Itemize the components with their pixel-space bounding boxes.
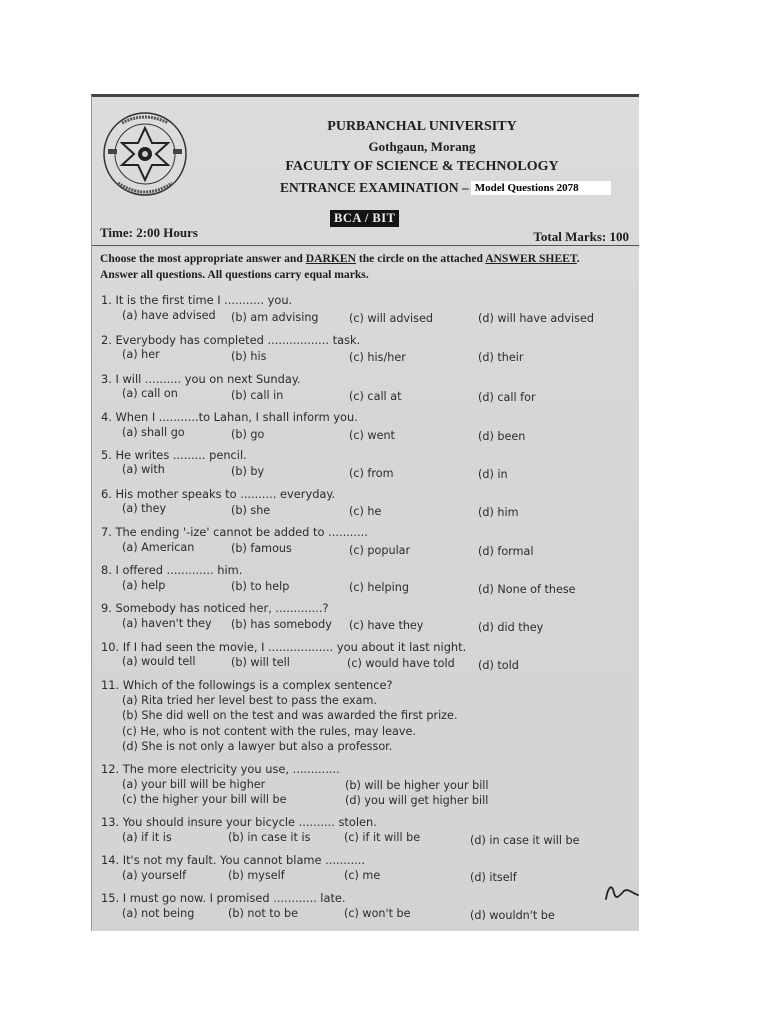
option-text: (c) popular <box>349 544 411 557</box>
option-text: (c) helping <box>349 581 409 594</box>
university-name: PURBANCHAL UNIVERSITY <box>327 119 517 134</box>
question-text: 6. His mother speaks to .......... everyday. <box>101 487 336 501</box>
option-text: (d) call for <box>478 391 536 404</box>
question-text: 2. Everybody has completed ................. task. <box>101 333 361 347</box>
option-text: (b) myself <box>228 869 285 882</box>
question-text: 14. It's not my fault. You cannot blame ........... <box>101 853 365 867</box>
university-seal-icon <box>102 111 188 197</box>
question-text: 12. The more electricity you use, ............. <box>101 762 340 776</box>
instruction-line-2: Answer all questions. All questions carry equal marks. <box>100 268 369 281</box>
option-text: (b) his <box>231 350 267 363</box>
option-text: (a) American <box>122 541 195 554</box>
instruction-text: . <box>576 252 580 265</box>
option-text: (c) the higher your bill will be <box>122 793 287 806</box>
option-text: (a) they <box>122 502 167 515</box>
option-text: (a) your bill will be higher <box>122 778 266 791</box>
university-location: Gothgaun, Morang <box>368 139 476 154</box>
option-text: (b) by <box>231 465 265 478</box>
option-text: (d) wouldn't be <box>470 909 555 922</box>
option-text: (c) me <box>344 869 381 882</box>
option-text: (b) will be higher your bill <box>345 779 489 792</box>
option-text: (b) not to be <box>228 907 299 920</box>
option-text: (c) He, who is not content with the rules, may leave. <box>122 725 416 738</box>
instruction-darken: DARKEN <box>305 252 356 265</box>
option-text: (c) would have told <box>347 657 455 670</box>
option-text: (d) None of these <box>478 583 576 596</box>
instruction-text: the circle on the attached <box>355 252 486 265</box>
option-text: (b) go <box>231 428 265 441</box>
question-text: 1. It is the first time I ........... you. <box>101 293 293 307</box>
option-text: (b) famous <box>231 542 292 555</box>
exam-paper <box>91 94 639 931</box>
question-text: 8. I offered ............. him. <box>101 563 243 577</box>
question-text: 3. I will .......... you on next Sunday. <box>101 372 301 386</box>
handwritten-mark-icon <box>602 877 639 907</box>
option-text: (b) she <box>231 504 271 517</box>
option-text: (a) yourself <box>122 869 187 882</box>
option-text: (a) not being <box>122 907 195 920</box>
option-text: (a) Rita tried her level best to pass the exam. <box>122 694 377 707</box>
option-text: (d) formal <box>478 545 534 558</box>
option-text: (d) She is not only a lawyer but also a professor. <box>122 740 393 753</box>
instruction-line-1 <box>100 251 639 267</box>
program-badge: BCA / BIT <box>330 210 399 227</box>
option-text: (a) help <box>122 579 166 592</box>
option-text: (c) will advised <box>349 312 433 325</box>
option-text: (c) call at <box>349 390 402 403</box>
instruction-answer-sheet: ANSWER SHEET <box>485 252 577 265</box>
option-text: (a) haven't they <box>122 617 212 630</box>
option-text: (c) have they <box>349 619 424 632</box>
exam-title <box>280 180 611 196</box>
option-text: (d) itself <box>470 871 517 884</box>
option-text: (a) would tell <box>122 655 196 668</box>
option-text: (d) been <box>478 430 526 443</box>
option-text: (d) in <box>478 468 508 481</box>
option-text: (a) her <box>122 348 160 361</box>
option-text: (a) if it is <box>122 831 172 844</box>
faculty-name: FACULTY OF SCIENCE & TECHNOLOGY <box>285 159 559 174</box>
option-text: (d) will have advised <box>478 312 594 325</box>
instruction-text: Choose the most appropriate answer and <box>100 252 306 265</box>
option-text: (d) their <box>478 351 524 364</box>
option-text: (c) went <box>349 429 395 442</box>
option-text: (b) am advising <box>231 311 319 324</box>
option-text: (d) told <box>478 659 519 672</box>
option-text: (c) his/her <box>349 351 406 364</box>
option-text: (b) in case it is <box>228 831 311 844</box>
option-text: (a) call on <box>122 387 178 400</box>
question-text: 10. If I had seen the movie, I .................. you about it last night. <box>101 640 467 654</box>
question-text: 13. You should insure your bicycle .......... stolen. <box>101 815 377 829</box>
option-text: (c) from <box>349 467 394 480</box>
option-text: (d) him <box>478 506 519 519</box>
option-text: (a) with <box>122 463 165 476</box>
option-text: (b) will tell <box>231 656 290 669</box>
instructions <box>100 251 639 283</box>
option-text: (d) you will get higher bill <box>345 794 489 807</box>
option-text: (c) if it will be <box>344 831 421 844</box>
total-marks: Total Marks: 100 <box>533 229 629 244</box>
exam-time: Time: 2:00 Hours <box>100 225 198 240</box>
question-text: 4. When I ...........to Lahan, I shall inform you. <box>101 410 358 424</box>
option-text: (a) shall go <box>122 426 185 439</box>
header-divider <box>92 245 639 246</box>
question-text: 7. The ending '-ize' cannot be added to ........... <box>101 525 368 539</box>
option-text: (c) won't be <box>344 907 411 920</box>
option-text: (c) he <box>349 505 382 518</box>
option-text: (b) has somebody <box>231 618 332 631</box>
option-text: (b) to help <box>231 580 290 593</box>
exam-label: ENTRANCE EXAMINATION – <box>280 180 469 195</box>
option-text: (d) in case it will be <box>470 834 580 847</box>
option-text: (a) have advised <box>122 309 216 322</box>
question-text: 9. Somebody has noticed her, .............? <box>101 601 329 615</box>
option-text: (d) did they <box>478 621 544 634</box>
question-text: 15. I must go now. I promised ............ late. <box>101 891 346 905</box>
exam-tag: Model Questions 2078 <box>471 181 611 195</box>
option-text: (b) She did well on the test and was awarded the first prize. <box>122 709 458 722</box>
question-text: 11. Which of the followings is a complex sentence? <box>101 678 393 692</box>
question-text: 5. He writes ......... pencil. <box>101 448 247 462</box>
option-text: (b) call in <box>231 389 284 402</box>
